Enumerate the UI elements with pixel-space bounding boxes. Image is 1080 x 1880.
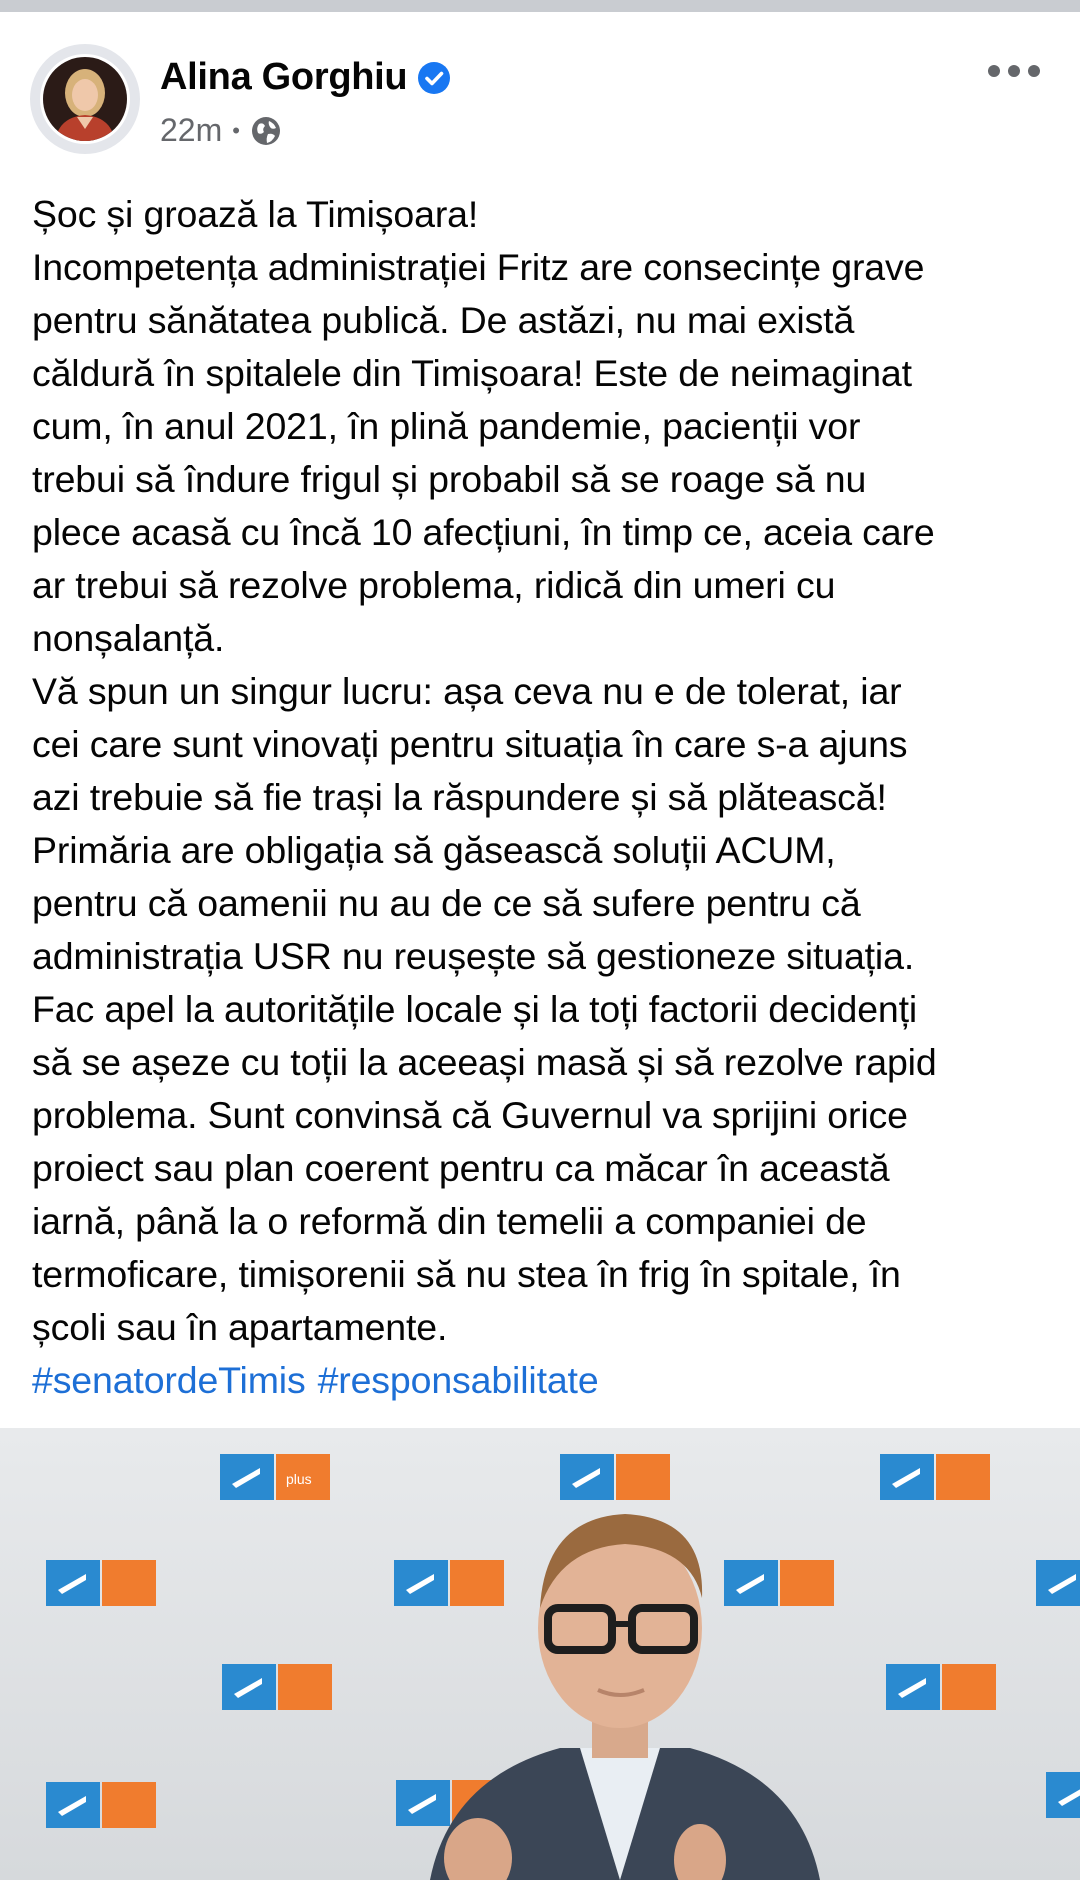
author-row (160, 56, 451, 99)
post-text-line: nonșalanță. (32, 617, 225, 659)
post-text-line: administrația USR nu reușește să gestioneze situația. (32, 935, 915, 977)
avatar[interactable] (30, 44, 140, 154)
post-text-line: plece acasă cu încă 10 afecțiuni, în timp ce, aceia care (32, 511, 935, 553)
post-text-line: pentru că oamenii nu au de ce să sufere pentru că (32, 882, 861, 924)
post-text-line: termoficare, timișorenii să nu stea în frig în spitale, în (32, 1253, 901, 1295)
post-text-line: Incompetența administrației Fritz are consecințe grave (32, 246, 925, 288)
more-options-icon[interactable] (988, 56, 1040, 86)
post-text-line: căldură în spitalele din Timișoara! Este de neimaginat (32, 352, 912, 394)
post-text-line: ar trebui să rezolve problema, ridică din umeri cu (32, 564, 836, 606)
top-separator (0, 0, 1080, 12)
post-body (32, 188, 1062, 1407)
author-name[interactable]: Alina Gorghiu (160, 56, 408, 98)
post-text-line: azi trebuie să fie trași la răspundere și să plătească! (32, 776, 887, 818)
post-text-line: pentru sănătatea publică. De astăzi, nu mai există (32, 299, 855, 341)
post-text-line: Șoc și groază la Timișoara! (32, 193, 479, 235)
post-text-line: Fac apel la autoritățile locale și la toți factorii decidenți (32, 988, 918, 1030)
post-text-line: iarnă, până la o reformă din temelii a companiei de (32, 1200, 867, 1242)
dot-1 (988, 65, 1000, 77)
hashtag-link[interactable]: #responsabilitate (317, 1359, 599, 1401)
photo-man-with-glasses (0, 1428, 1080, 1880)
post-text-line: Primăria are obligația să găsească soluții ACUM, (32, 829, 836, 871)
post-text-line: cei care sunt vinovați pentru situația în care s-a ajuns (32, 723, 908, 765)
hashtag-link[interactable]: #senatordeTimis (32, 1359, 306, 1401)
post-text-line: să se așeze cu toții la aceeași masă și să rezolve rapid (32, 1041, 937, 1083)
post-text-line: proiect sau plan coerent pentru ca măcar în această (32, 1147, 890, 1189)
post-meta (160, 112, 282, 149)
post-header (0, 12, 1080, 162)
hashtag-row (32, 1354, 1062, 1407)
post-text-line: trebui să îndure frigul și probabil să se roage să nu (32, 458, 867, 500)
post-text-line: cum, în anul 2021, în plină pandemie, pacienții vor (32, 405, 861, 447)
post-text-line: Vă spun un singur lucru: așa ceva nu e de tolerat, iar (32, 670, 902, 712)
meta-separator: • (232, 117, 240, 143)
globe-icon[interactable] (250, 115, 282, 147)
post-text-line: problema. Sunt convinsă că Guvernul va sprijini orice (32, 1094, 908, 1136)
post-time[interactable]: 22m (160, 112, 223, 148)
dot-3 (1028, 65, 1040, 77)
post-photo[interactable] (0, 1428, 1080, 1880)
dot-2 (1008, 65, 1020, 77)
post-text-line: școli sau în apartamente. (32, 1306, 448, 1348)
logo-label: plus (286, 1471, 312, 1487)
verified-badge-icon (417, 61, 451, 95)
avatar-image (40, 54, 130, 144)
